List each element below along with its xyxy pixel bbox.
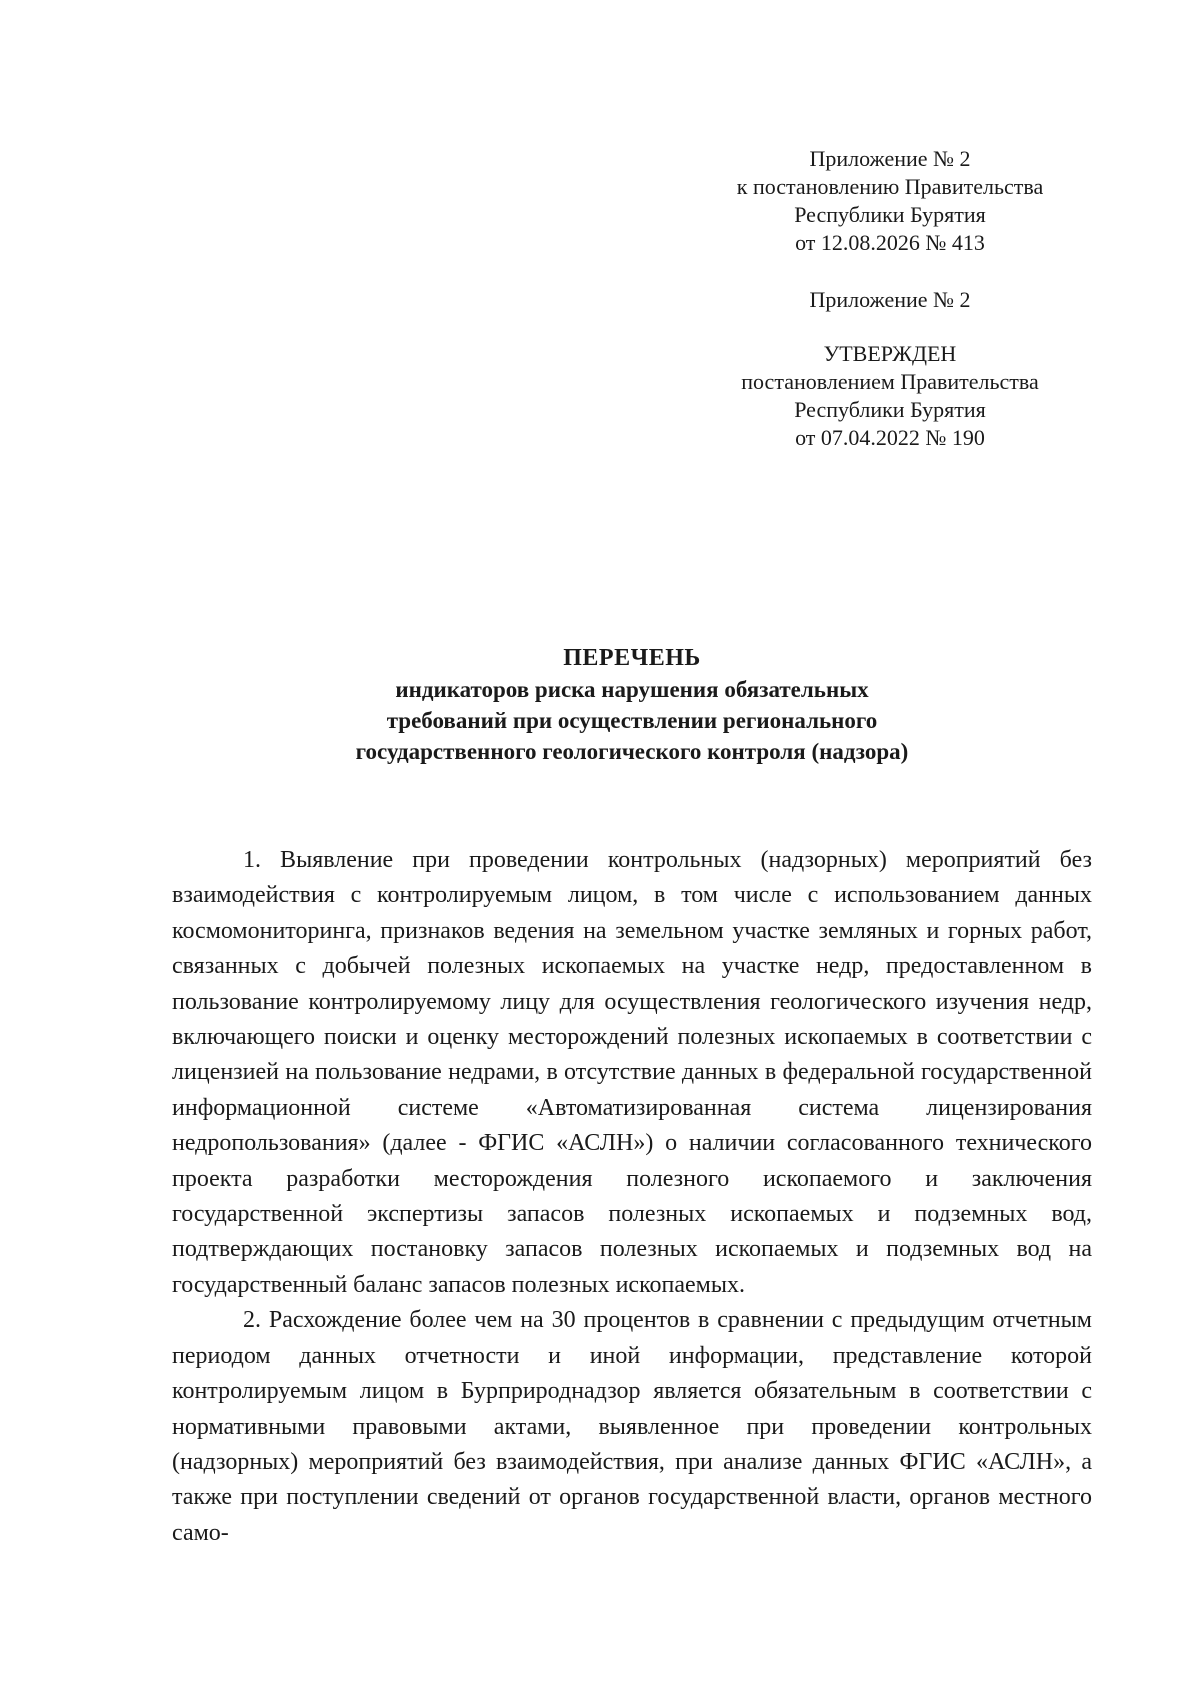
appendix-republic: Республики Бурятия (794, 202, 986, 227)
approved-heading: УТВЕРЖДЕН (823, 341, 957, 366)
appendix-label-block (700, 286, 1080, 314)
title-main: ПЕРЕЧЕНЬ (563, 645, 701, 671)
document-body (172, 843, 1092, 1551)
appendix-header (700, 145, 1080, 257)
appendix-number: Приложение № 2 (809, 146, 971, 171)
document-title (172, 643, 1092, 767)
title-line-2: индикаторов риска нарушения обязательных (395, 677, 869, 702)
appendix-date-number: от 12.08.2026 № 413 (795, 230, 985, 255)
title-line-4: государственного геологического контроля (надзора) (355, 739, 909, 764)
approved-by: постановлением Правительства (741, 369, 1039, 394)
approved-block (700, 340, 1080, 452)
appendix-reference: к постановлению Правительства (736, 174, 1044, 199)
approved-date-number: от 07.04.2022 № 190 (795, 425, 985, 450)
approved-republic: Республики Бурятия (794, 397, 986, 422)
paragraph-1: 1. Выявление при проведении контрольных (надзорных) мероприятий без взаимодействия с контролируемым лицом, в том числе с использованием данных космомониторинга, признаков ведения на земельном участке земляных и горных работ, связанных с добычей полезных ископаемых на участке недр, предоставленном в пользование контролируемому лицу для осуществления геологического изучения недр, включающего поиски и оценку месторождений полезных ископаемых в соответствии с лицензией на пользование недрами, в отсутствие данных в федеральной государственной информационной системе «Автоматизированная система лицензирования недропользования» (далее - ФГИС «АСЛН») о наличии согласованного технического проекта разработки месторождения полезного ископаемого и заключения государственной экспертизы запасов полезных ископаемых и подземных вод, подтверждающих постановку запасов полезных ископаемых и подземных вод на государственный баланс запасов полезных ископаемых. (172, 847, 1092, 1298)
title-line-3: требований при осуществлении регионального (386, 708, 878, 733)
paragraph-2: 2. Расхождение более чем на 30 процентов в сравнении с предыдущим отчетным периодом данных отчетности и иной информации, представление которой контролируемым лицом в Бурприроднадзор является обязательным в соответствии с нормативными правовыми актами, выявленное при проведении контрольных (надзорных) мероприятий без взаимодействия, при анализе данных ФГИС «АСЛН», а также при поступлении сведений от органов государственной власти, органов местного само- (172, 1307, 1092, 1546)
appendix-label: Приложение № 2 (809, 287, 971, 312)
